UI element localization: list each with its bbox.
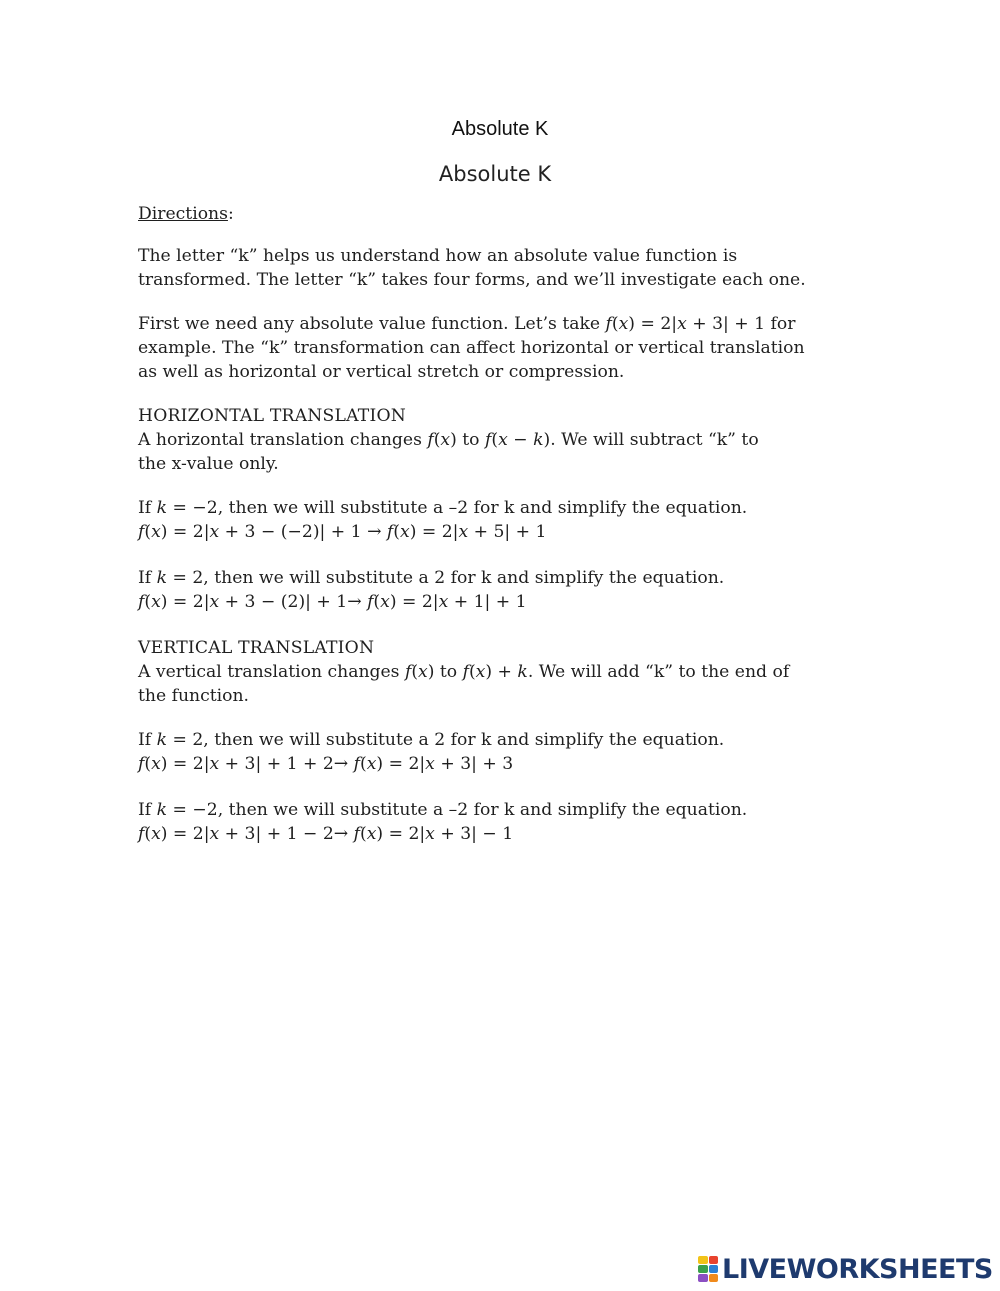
example-equation: 𝑓(𝑥) = 2|𝑥 + 3| + 1 + 2→ 𝑓(𝑥) = 2|𝑥 + 3| + 3 xyxy=(138,754,514,774)
setup-line: as well as horizontal or vertical stretch or compression. xyxy=(138,362,625,382)
vertical-translation-heading: VERTICAL TRANSLATION xyxy=(138,638,375,658)
setup-line: First we need any absolute value function. Let’s take 𝑓(𝑥) = 2|𝑥 + 3| + 1 for xyxy=(138,314,796,334)
logo-block xyxy=(698,1256,708,1264)
horizontal-translation-heading: HORIZONTAL TRANSLATION xyxy=(138,406,406,426)
example-statement: If 𝑘 = 2, then we will substitute a 2 for k and simplify the equation. xyxy=(138,568,725,588)
body-line: A vertical translation changes 𝑓(𝑥) to 𝑓(𝑥) + 𝑘. We will add “k” to the end of xyxy=(138,662,790,682)
logo-block xyxy=(698,1265,708,1273)
example-block xyxy=(138,496,868,544)
intro-paragraph xyxy=(138,244,868,292)
example-block xyxy=(138,566,868,614)
body-line: A horizontal translation changes 𝑓(𝑥) to 𝑓(𝑥 − 𝑘). We will subtract “k” to xyxy=(138,430,759,450)
logo-block xyxy=(709,1265,719,1273)
directions-label: Directions xyxy=(138,204,228,224)
page-title: Absolute K xyxy=(451,118,549,140)
intro-line: The letter “k” helps us understand how an absolute value function is xyxy=(138,246,738,266)
example-block xyxy=(138,798,868,846)
intro-line: transformed. The letter “k” takes four forms, and we’ll investigate each one. xyxy=(138,270,806,290)
example-statement: If 𝑘 = −2, then we will substitute a –2 for k and simplify the equation. xyxy=(138,498,748,518)
example-statement: If 𝑘 = 2, then we will substitute a 2 for k and simplify the equation. xyxy=(138,730,725,750)
example-equation: 𝑓(𝑥) = 2|𝑥 + 3 − (2)| + 1→ 𝑓(𝑥) = 2|𝑥 + 1| + 1 xyxy=(138,592,527,612)
directions-heading xyxy=(138,202,868,226)
example-block xyxy=(138,728,868,776)
body-line: the x-value only. xyxy=(138,454,279,474)
liveworksheets-logo[interactable] xyxy=(698,1254,993,1284)
setup-paragraph xyxy=(138,312,868,384)
worksheet-document xyxy=(138,160,868,868)
horizontal-translation-body xyxy=(138,428,868,476)
body-line: the function. xyxy=(138,686,250,706)
logo-block xyxy=(698,1274,708,1282)
logo-text: LIVEWORKSHEETS xyxy=(722,1253,993,1285)
logo-mark-icon xyxy=(698,1256,718,1282)
setup-line: example. The “k” transformation can affect horizontal or vertical translation xyxy=(138,338,805,358)
logo-block xyxy=(709,1256,719,1264)
example-statement: If 𝑘 = −2, then we will substitute a –2 for k and simplify the equation. xyxy=(138,800,748,820)
directions-colon: : xyxy=(227,204,234,224)
logo-block xyxy=(709,1274,719,1282)
example-equation: 𝑓(𝑥) = 2|𝑥 + 3| + 1 − 2→ 𝑓(𝑥) = 2|𝑥 + 3| − 1 xyxy=(138,824,514,844)
document-title: Absolute K xyxy=(438,162,552,186)
example-equation: 𝑓(𝑥) = 2|𝑥 + 3 − (−2)| + 1 → 𝑓(𝑥) = 2|𝑥 + 5| + 1 xyxy=(138,522,547,542)
vertical-translation-body xyxy=(138,660,868,708)
